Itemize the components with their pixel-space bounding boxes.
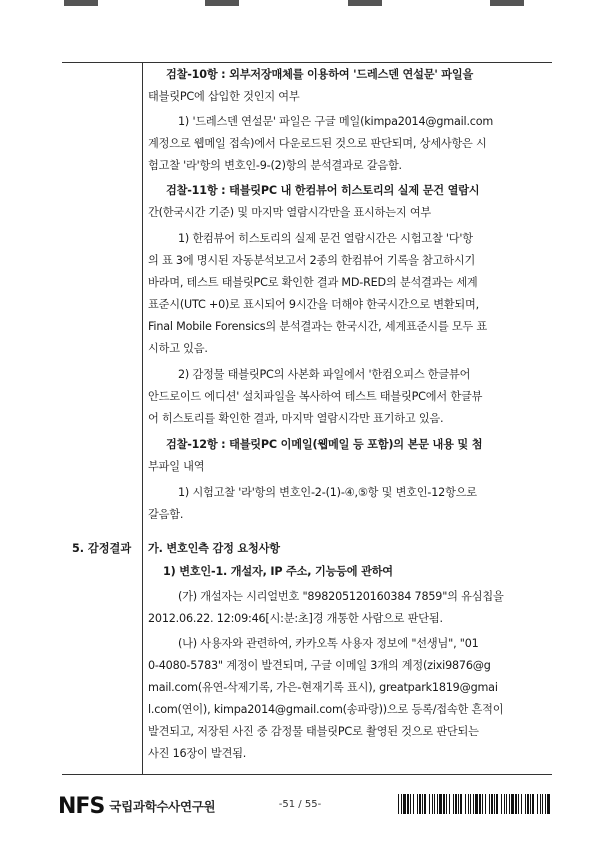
- prosecution-item-12-heading: 검찰-12항 : 태블릿PC 이메일(웹메일 등 포함)의 본문 내용 및 첨: [166, 438, 483, 451]
- text-line: 시하고 있음.: [148, 342, 208, 355]
- text-line: l.com(연이), kimpa2014@gmail.com(송파랑))으로 등록/접속한 흔적이: [148, 703, 504, 716]
- text-line: 갈음함.: [148, 508, 184, 521]
- punch-mark: [348, 0, 382, 6]
- text-line: 의 표 3에 명시된 자동분석보고서 2종의 한컴뷰어 기록을 참고하시기: [148, 254, 476, 267]
- text-line: 사진 16장이 발견됨.: [148, 747, 247, 760]
- text-line: 험고찰 '라'항의 변호인-9-(2)항의 분석결과로 갈음함.: [148, 159, 402, 172]
- punch-mark: [64, 0, 98, 6]
- text-line: 계정으로 웹메일 접속)에서 다운로드된 것으로 판단되며, 상세사항은 시: [148, 137, 487, 150]
- footer-logo: [58, 793, 215, 819]
- barcode-image: [398, 794, 550, 814]
- punch-mark: [205, 0, 239, 6]
- text-line: 안드로이드 에디션' 설치파일을 복사하여 테스트 태블릿PC에서 한글뷰: [148, 390, 483, 403]
- text-line: 발견되고, 저장된 사진 중 감정물 태블릿PC로 촬영된 것으로 판단되는: [148, 725, 479, 738]
- text-line: 태블릿PC에 삽입한 것인지 여부: [148, 90, 300, 103]
- text-line: 간(한국시간 기준) 및 마지막 열람시각만을 표시하는지 여부: [148, 206, 432, 219]
- text-line: Final Mobile Forensics의 분석결과는 한국시간, 세계표준시를 모두 표: [148, 320, 487, 333]
- text-line: 어 히스토리를 확인한 결과, 마지막 열람시각만 표기하고 있음.: [148, 412, 444, 425]
- text-line: 2012.06.22. 12:09:46[시:분:초]경 개통한 사람으로 판단됨.: [148, 612, 443, 625]
- table-top-border: [62, 62, 552, 63]
- prosecution-item-11-heading: 검찰-11항 : 태블릿PC 내 한컴뷰어 히스토리의 실제 문건 열람시: [166, 184, 480, 197]
- org-name: 국립과학수사연구원: [109, 799, 216, 814]
- defense-item-1-heading: 1) 변호인-1. 개설자, IP 주소, 기능등에 관하여: [163, 565, 393, 578]
- section-label: 5. 감정결과: [72, 542, 132, 555]
- text-line: mail.com(유연-삭제기록, 가은-현재기록 표시), greatpark1819@gmai: [148, 681, 498, 694]
- page-number: -51 / 55-: [278, 799, 322, 810]
- punch-mark: [490, 0, 524, 6]
- text-line: 표준시(UTC +0)로 표시되어 9시간을 더해야 한국시간으로 변환되며,: [148, 298, 479, 311]
- table-column-divider: [142, 62, 143, 774]
- subsection-heading: 가. 변호인측 감정 요청사항: [148, 542, 280, 555]
- text-line: (나) 사용자와 관련하여, 카카오톡 사용자 정보에 "선생님", "01: [178, 637, 479, 650]
- text-line: 0-4080-5783" 계정이 발견되며, 구글 이메일 3개의 계정(zixi9876@g: [148, 659, 491, 672]
- text-line: 2) 감정물 태블릿PC의 사본화 파일에서 '한컴오피스 한글뷰어: [178, 368, 471, 381]
- nfs-logo: NFS: [58, 793, 105, 819]
- table-bottom-border: [62, 774, 552, 775]
- text-line: 1) 시험고찰 '라'항의 변호인-2-(1)-④,⑤항 및 변호인-12항으로: [178, 486, 477, 499]
- text-line: 바라며, 테스트 태블릿PC로 확인한 결과 MD-RED의 분석결과는 세계: [148, 276, 478, 289]
- text-line: 1) 한컴뷰어 히스토리의 실제 문건 열람시간은 시험고찰 '다'항: [178, 232, 473, 245]
- prosecution-item-10-heading: 검찰-10항 : 외부저장매체를 이용하여 '드레스덴 연설문' 파일을: [166, 68, 474, 81]
- text-line: 부파일 내역: [148, 460, 205, 473]
- text-line: 1) '드레스덴 연설문' 파일은 구글 메일(kimpa2014@gmail.com: [178, 115, 494, 128]
- text-line: (가) 개설자는 시리얼번호 "898205120160384 7859"의 유심칩을: [178, 590, 504, 603]
